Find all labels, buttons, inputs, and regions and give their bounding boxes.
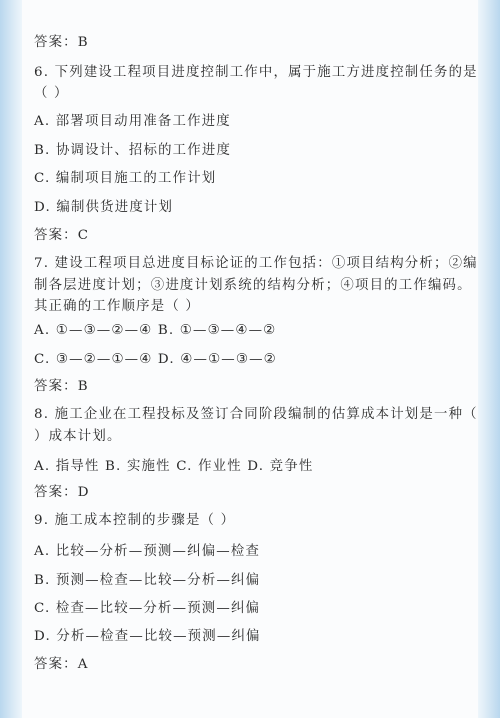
q6-stem-line1: 6. 下列建设工程项目进度控制工作中，属于施工方进度控制任务的是 [34, 65, 478, 80]
q7-stem-line2: 制各层进度计划；③进度计划系统的结构分析；④项目的工作编码。 [34, 278, 472, 293]
q8-stem-line2: ）成本计划。 [34, 429, 122, 444]
q8-stem-line1: 8. 施工企业在工程投标及签订合同阶段编制的估算成本计划是一种（ [34, 407, 478, 422]
q9-option-a: A. 比较—分析—预测—纠偏—检查 [34, 544, 261, 559]
q6-option-b: B. 协调设计、招标的工作进度 [34, 143, 232, 158]
q7-stem-line3: 其正确的工作顺序是（ ） [34, 299, 200, 314]
q9-option-c: C. 检查—比较—分析—预测—纠偏 [34, 601, 261, 616]
q9-option-b: B. 预测—检查—比较—分析—纠偏 [34, 573, 261, 588]
q6-stem-line2: （ ） [34, 86, 69, 101]
q6-option-c: C. 编制项目施工的工作计划 [34, 171, 217, 186]
q9-answer: 答案：A [34, 657, 89, 672]
q7-options-row1: A. ①—③—②—④ B. ①—③—④—② [34, 323, 277, 338]
q7-options-row2: C. ③—②—①—④ D. ④—①—③—② [34, 352, 277, 367]
q7-answer: 答案：B [34, 379, 89, 394]
q8-options-row: A. 指导性 B. 实施性 C. 作业性 D. 竞争性 [34, 459, 314, 474]
q7-stem-line1: 7. 建设工程项目总进度目标论证的工作包括：①项目结构分析；②编 [34, 256, 478, 271]
answer-prev: 答案：B [34, 35, 89, 50]
q9-option-d: D. 分析—检查—比较—预测—纠偏 [34, 629, 261, 644]
q6-option-d: D. 编制供货进度计划 [34, 200, 174, 215]
q6-answer: 答案：C [34, 228, 90, 243]
q6-option-a: A. 部署项目动用准备工作进度 [34, 114, 231, 129]
q9-stem: 9. 施工成本控制的步骤是（ ） [34, 513, 236, 528]
q8-answer: 答案：D [34, 485, 90, 500]
